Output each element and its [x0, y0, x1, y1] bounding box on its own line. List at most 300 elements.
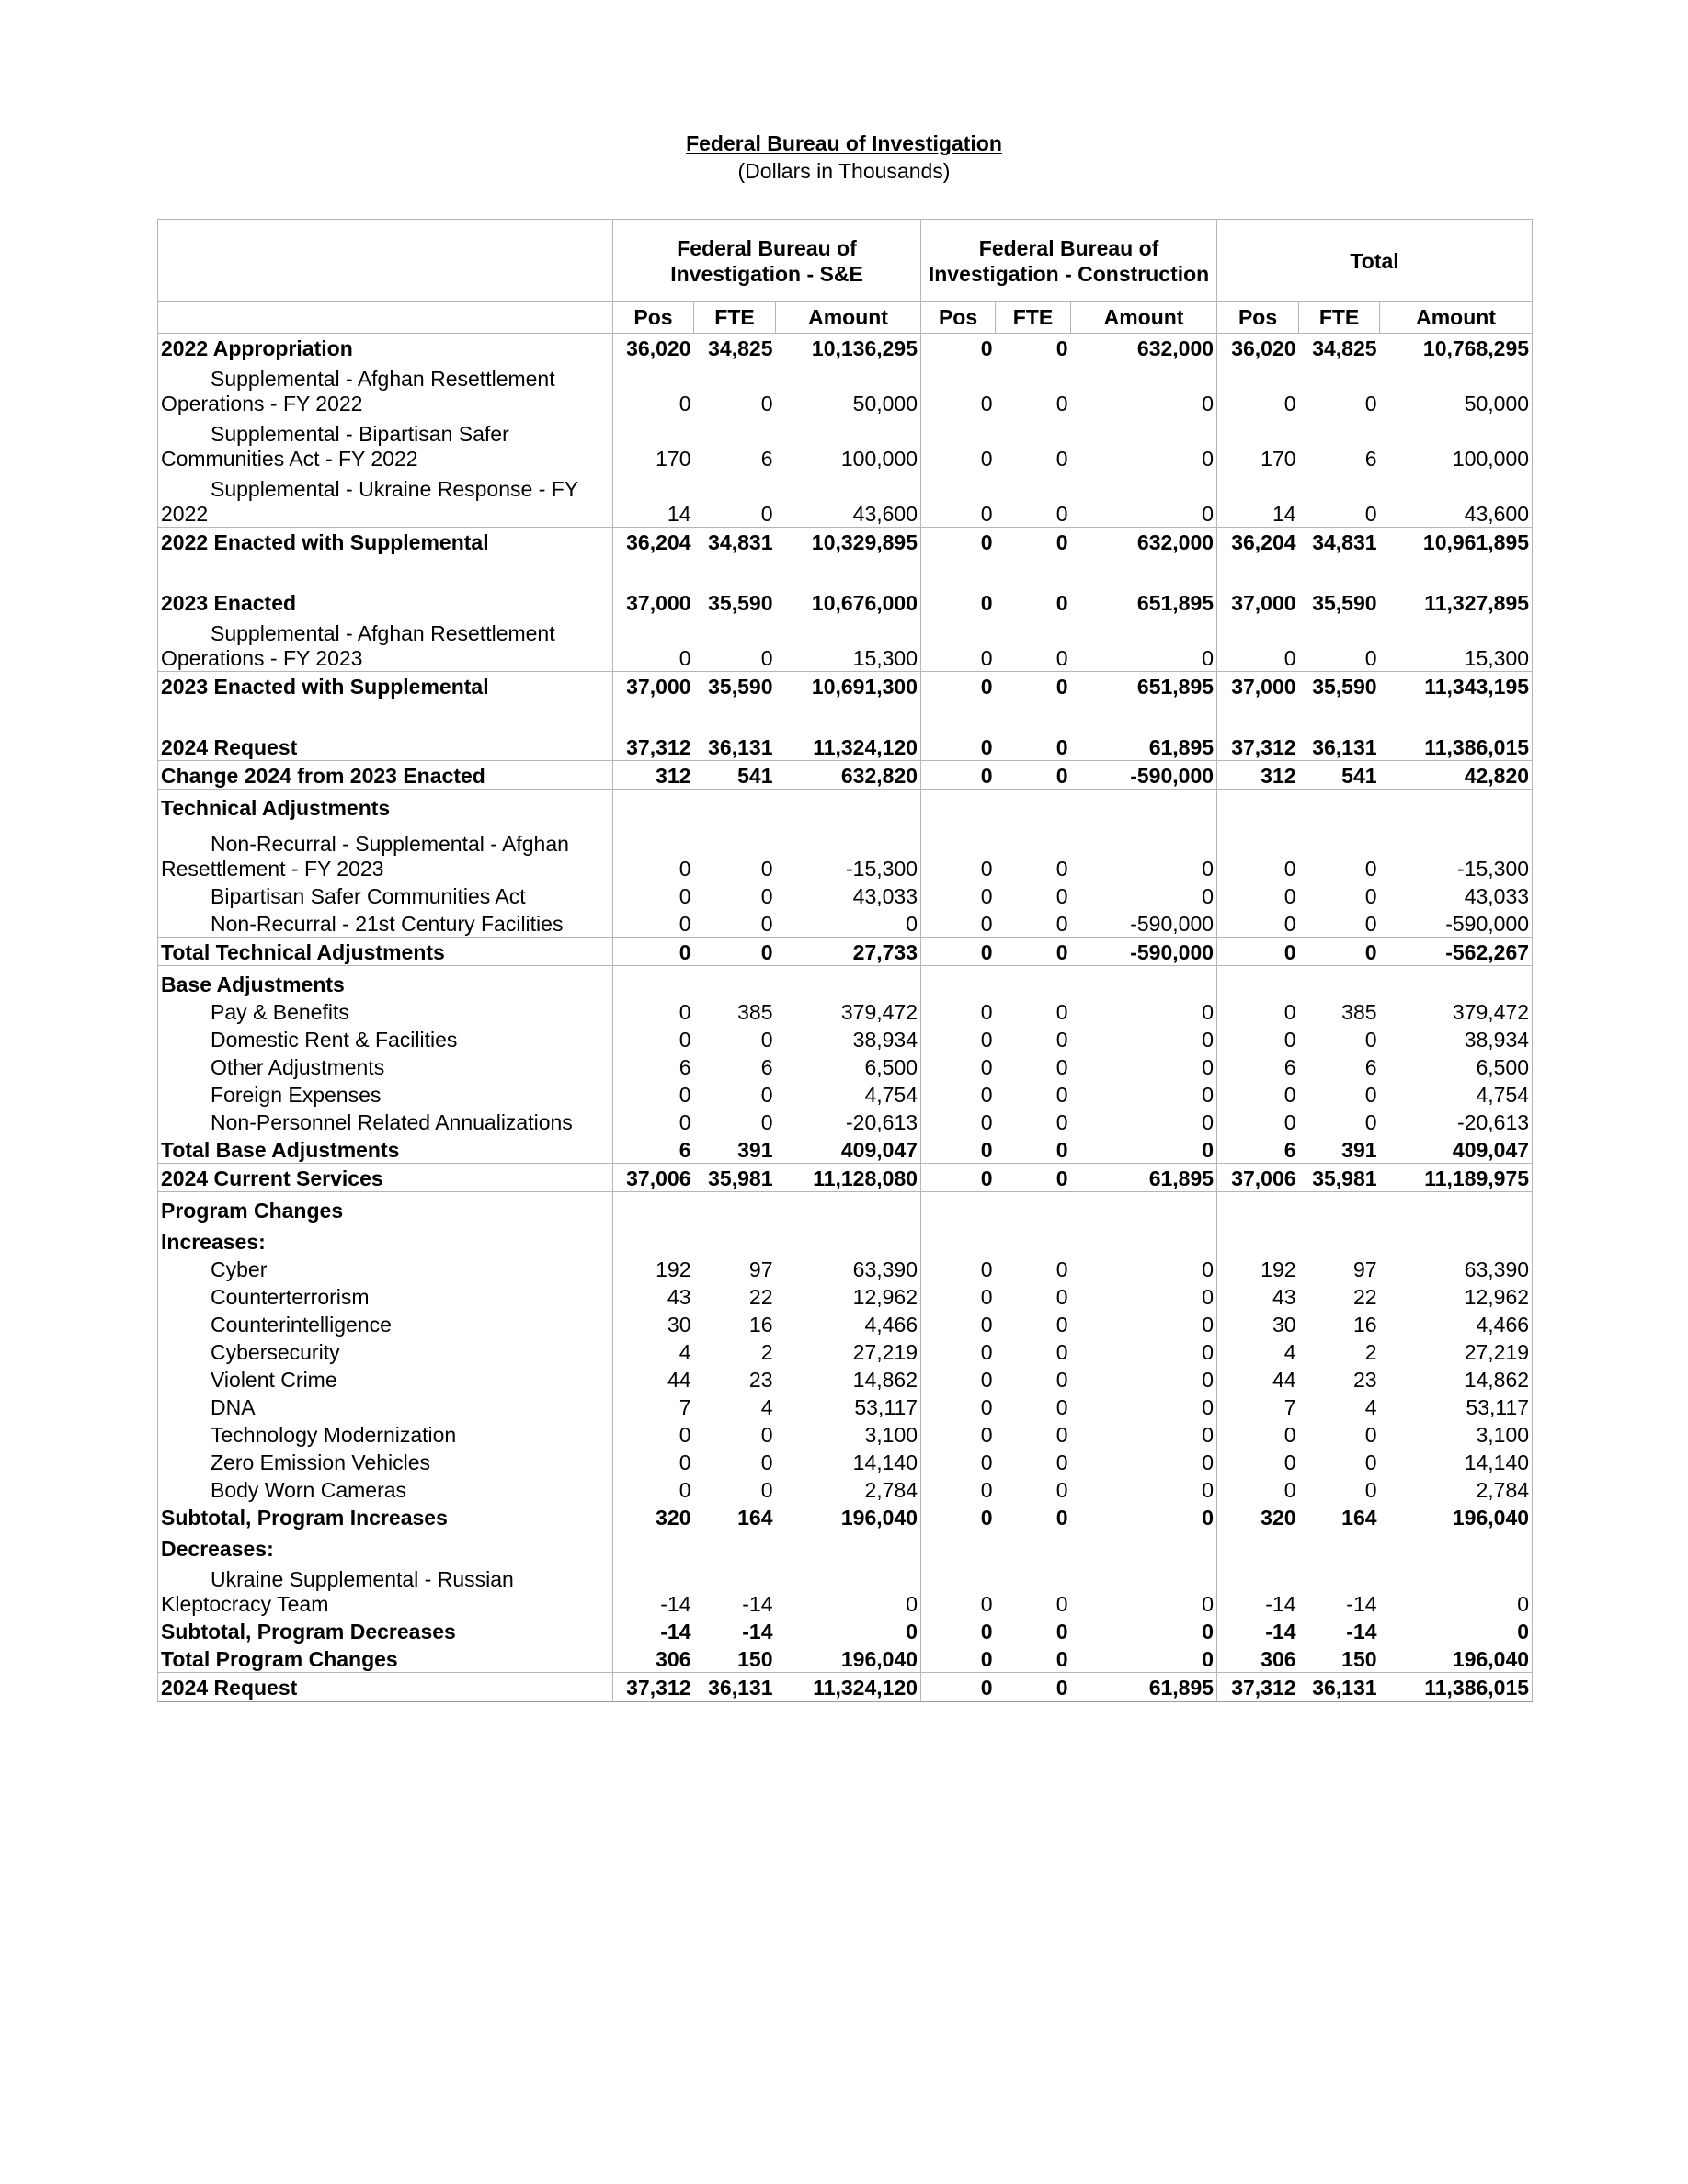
table-cell: 0	[1364, 646, 1377, 670]
table-cell: 541	[1299, 761, 1380, 790]
table-cell: 37,000	[626, 591, 691, 615]
table-cell	[1299, 966, 1380, 998]
table-cell: 14	[1272, 502, 1296, 526]
table-cell: 0	[760, 1110, 773, 1134]
table-cell: 35,590	[1299, 672, 1380, 700]
table-cell: 34,831	[1299, 528, 1380, 556]
table-cell	[921, 790, 996, 822]
table-cell: 35,981	[694, 1164, 776, 1192]
table-cell: 43	[667, 1285, 691, 1309]
table-cell: 16	[1352, 1313, 1377, 1337]
table-cell: 196,040	[1380, 1503, 1533, 1530]
table-cell: 651,895	[1071, 672, 1217, 700]
table-cell: 61,895	[1071, 700, 1217, 761]
table-cell: 0	[980, 1620, 993, 1644]
page-title: Federal Bureau of Investigation	[686, 131, 1002, 155]
table-cell: 0	[980, 1110, 993, 1134]
table-cell	[1380, 966, 1533, 998]
table-cell: 11,343,195	[1380, 672, 1533, 700]
table-cell: 53,117	[776, 1393, 921, 1420]
table-row	[158, 761, 1533, 790]
table-cell: 0	[1071, 1365, 1217, 1393]
table-cell: 0	[1071, 1420, 1217, 1448]
table-cell: 0	[980, 1450, 993, 1474]
table-cell: 36,131	[1299, 1673, 1380, 1702]
table-cell: 63,390	[1380, 1255, 1533, 1282]
table-cell: 0	[1071, 821, 1217, 882]
table-cell	[1299, 1192, 1380, 1224]
table-cell: 632,820	[776, 761, 921, 790]
table-cell: 0	[921, 1164, 996, 1192]
table-cell: 0	[1364, 392, 1377, 415]
table-cell: 0	[760, 1423, 773, 1447]
table-cell	[776, 1223, 921, 1255]
table-row	[158, 909, 1533, 938]
table-cell: 0	[980, 392, 993, 415]
table-cell: 391	[1341, 1138, 1377, 1162]
table-cell	[694, 790, 776, 822]
table-row	[158, 416, 1533, 472]
table-cell: 22	[1352, 1285, 1377, 1309]
table-cell: 2	[760, 1340, 773, 1364]
table-cell: 2,784	[1380, 1475, 1533, 1503]
section-heading: Base Adjustments	[158, 966, 613, 998]
table-cell: 11,128,080	[776, 1164, 921, 1192]
row-label: Subtotal, Program Decreases	[158, 1617, 613, 1644]
table-cell: 0	[1055, 735, 1068, 759]
table-cell: 12,962	[1380, 1282, 1533, 1310]
table-cell: 0	[1055, 1000, 1068, 1024]
row-label: Non-Personnel Related Annualizations	[158, 1108, 613, 1135]
table-cell: 4	[679, 1340, 691, 1364]
table-cell: 0	[1055, 502, 1068, 526]
table-cell: 0	[996, 1164, 1071, 1192]
table-cell: 0	[980, 1478, 993, 1502]
table-cell	[1299, 1223, 1380, 1255]
table-cell: 6,500	[1380, 1052, 1533, 1080]
group-header-total: Total	[1217, 220, 1533, 302]
table-cell: 0	[1055, 1592, 1068, 1616]
table-cell: 0	[996, 938, 1071, 966]
table-cell: 0	[1071, 361, 1217, 416]
table-cell: 0	[760, 1028, 773, 1052]
row-label: 2023 Enacted	[158, 555, 613, 616]
table-cell: 11,386,015	[1380, 1673, 1533, 1702]
table-cell: 0	[1071, 1080, 1217, 1108]
table-row	[158, 1475, 1533, 1503]
table-row	[158, 1164, 1533, 1192]
row-label: DNA	[158, 1393, 613, 1420]
table-cell: -15,300	[1380, 821, 1533, 882]
group-header-se: Federal Bureau of Investigation - S&E	[613, 220, 921, 302]
table-cell: 23	[748, 1368, 773, 1392]
table-cell	[694, 1192, 776, 1224]
table-cell: 0	[1071, 616, 1217, 672]
table-cell: 14,862	[776, 1365, 921, 1393]
table-cell: 0	[1071, 1282, 1217, 1310]
table-cell	[1217, 1530, 1299, 1562]
table-cell: 11,327,895	[1380, 555, 1533, 616]
table-cell: 312	[1217, 761, 1299, 790]
table-cell: 0	[980, 912, 993, 936]
table-cell: 0	[980, 1083, 993, 1107]
table-cell: 0	[980, 1340, 993, 1364]
table-cell: 23	[1352, 1368, 1377, 1392]
table-cell: 16	[748, 1313, 773, 1337]
table-cell	[996, 1530, 1071, 1562]
col-header-construction-pos: Pos	[921, 302, 996, 334]
table-cell: 0	[1364, 1083, 1377, 1107]
table-cell: 0	[980, 336, 993, 360]
table-cell: 35,590	[708, 591, 773, 615]
table-row	[158, 616, 1533, 672]
table-cell: 0	[1364, 502, 1377, 526]
table-cell: 12,962	[776, 1282, 921, 1310]
table-cell	[694, 1530, 776, 1562]
row-label: Bipartisan Safer Communities Act	[158, 882, 613, 909]
table-cell: 4	[1283, 1340, 1296, 1364]
table-cell: 43,600	[776, 472, 921, 528]
row-label: Change 2024 from 2023 Enacted	[158, 761, 613, 790]
table-cell: 0	[1364, 1478, 1377, 1502]
table-cell: -14	[742, 1620, 773, 1644]
table-cell: 0	[1380, 1562, 1533, 1617]
table-cell: 0	[980, 884, 993, 908]
table-cell: 3,100	[1380, 1420, 1533, 1448]
table-cell: 0	[980, 1257, 993, 1281]
table-row	[158, 1420, 1533, 1448]
table-cell: 196,040	[776, 1503, 921, 1530]
table-cell: 0	[679, 646, 691, 670]
table-cell: 0	[1055, 1368, 1068, 1392]
table-cell: 0	[760, 502, 773, 526]
table-cell	[694, 966, 776, 998]
section-heading-row	[158, 1223, 1533, 1255]
table-cell	[1217, 790, 1299, 822]
table-row	[158, 1503, 1533, 1530]
table-cell: 0	[1055, 1506, 1068, 1530]
table-cell: 36,020	[626, 336, 691, 360]
table-cell: 0	[1364, 1110, 1377, 1134]
table-cell: 196,040	[1380, 1644, 1533, 1673]
table-cell: 192	[656, 1257, 691, 1281]
col-header-total-amount: Amount	[1380, 302, 1533, 334]
table-cell: 14	[667, 502, 691, 526]
table-cell: 38,934	[1380, 1025, 1533, 1052]
table-row	[158, 361, 1533, 416]
table-cell: 0	[679, 392, 691, 415]
table-cell: 0	[1283, 1083, 1296, 1107]
table-cell: 36,204	[1217, 528, 1299, 556]
table-row	[158, 1337, 1533, 1365]
table-row	[158, 882, 1533, 909]
table-row	[158, 672, 1533, 700]
table-cell	[1071, 1530, 1217, 1562]
section-heading: Technical Adjustments	[158, 790, 613, 822]
table-cell: 0	[776, 1617, 921, 1644]
table-body	[158, 334, 1533, 1702]
table-cell: 43	[1272, 1285, 1296, 1309]
table-cell: 27,219	[1380, 1337, 1533, 1365]
table-cell: 22	[748, 1285, 773, 1309]
table-cell: 30	[1272, 1313, 1296, 1337]
table-cell: 0	[1283, 1450, 1296, 1474]
table-cell: 164	[1341, 1506, 1377, 1530]
table-cell: 35,590	[694, 672, 776, 700]
table-cell	[1380, 1223, 1533, 1255]
table-row	[158, 1673, 1533, 1702]
table-cell	[1380, 1192, 1533, 1224]
row-label: Total Program Changes	[158, 1644, 613, 1673]
table-cell	[921, 1223, 996, 1255]
table-cell: 97	[1352, 1257, 1377, 1281]
table-cell	[1299, 1530, 1380, 1562]
table-cell: -14	[660, 1620, 691, 1644]
table-row	[158, 1108, 1533, 1135]
table-cell: 0	[1055, 884, 1068, 908]
table-cell: 42,820	[1380, 761, 1533, 790]
table-cell: 632,000	[1071, 334, 1217, 362]
section-heading-row	[158, 1530, 1533, 1562]
table-cell: 34,825	[1312, 336, 1377, 360]
table-cell	[1217, 966, 1299, 998]
table-cell: 3,100	[776, 1420, 921, 1448]
table-cell: 0	[1380, 1617, 1533, 1644]
table-cell: 0	[980, 735, 993, 759]
table-cell: 6	[760, 1055, 773, 1079]
table-cell: 14,140	[776, 1448, 921, 1475]
table-row	[158, 1393, 1533, 1420]
table-cell	[996, 1192, 1071, 1224]
table-cell: 0	[996, 672, 1071, 700]
table-row	[158, 1562, 1533, 1617]
table-cell: 50,000	[1380, 361, 1533, 416]
table-cell: 10,136,295	[776, 334, 921, 362]
table-cell: 0	[760, 1478, 773, 1502]
table-row	[158, 700, 1533, 761]
table-cell: 6	[679, 1138, 691, 1162]
section-heading-row	[158, 790, 1533, 822]
table-cell: 0	[1071, 1135, 1217, 1164]
table-cell: 37,000	[613, 672, 694, 700]
table-cell: -590,000	[1071, 938, 1217, 966]
table-cell: 53,117	[1380, 1393, 1533, 1420]
table-cell: 14,862	[1380, 1365, 1533, 1393]
row-label: Domestic Rent & Facilities	[158, 1025, 613, 1052]
table-cell: 0	[980, 857, 993, 881]
table-cell	[613, 1223, 694, 1255]
table-cell: 0	[1364, 1423, 1377, 1447]
table-cell	[996, 790, 1071, 822]
table-cell: 43,033	[776, 882, 921, 909]
table-cell: 0	[1217, 938, 1299, 966]
table-cell: 0	[921, 672, 996, 700]
group-header-construction: Federal Bureau of Investigation - Construction	[921, 220, 1217, 302]
section-heading: Decreases:	[158, 1530, 613, 1562]
table-cell: -14	[660, 1592, 691, 1616]
table-cell: 37,312	[1231, 735, 1296, 759]
table-cell: -14	[1346, 1620, 1377, 1644]
table-cell: 0	[980, 1055, 993, 1079]
table-cell: 0	[1055, 1478, 1068, 1502]
table-cell: 6	[679, 1055, 691, 1079]
table-cell: 0	[980, 1592, 993, 1616]
table-cell: 0	[1283, 1028, 1296, 1052]
table-cell: 36,131	[694, 1673, 776, 1702]
table-cell: -590,000	[1071, 761, 1217, 790]
table-cell: 0	[1364, 857, 1377, 881]
row-label: 2023 Enacted with Supplemental	[158, 672, 613, 700]
table-row	[158, 1644, 1533, 1673]
table-cell: 50,000	[776, 361, 921, 416]
table-row	[158, 528, 1533, 556]
table-cell: 0	[1071, 1052, 1217, 1080]
table-cell: 7	[1283, 1395, 1296, 1419]
row-label: Other Adjustments	[158, 1052, 613, 1080]
table-cell	[776, 1192, 921, 1224]
table-cell: 0	[996, 761, 1071, 790]
row-label: Total Technical Adjustments	[158, 938, 613, 966]
row-label: Supplemental - Ukraine Response - FY 2022	[158, 472, 613, 528]
table-cell: 0	[980, 1647, 993, 1671]
table-cell: 11,324,120	[776, 1673, 921, 1702]
budget-table	[157, 219, 1533, 1702]
table-cell: 409,047	[1380, 1135, 1533, 1164]
table-row	[158, 555, 1533, 616]
table-cell: 6	[1364, 1055, 1377, 1079]
table-cell: 0	[996, 1673, 1071, 1702]
table-cell: 37,312	[1217, 1673, 1299, 1702]
table-cell: 0	[1283, 392, 1296, 415]
table-cell: 0	[1055, 857, 1068, 881]
row-label: Subtotal, Program Increases	[158, 1503, 613, 1530]
table-row	[158, 1255, 1533, 1282]
table-cell: 37,000	[1231, 591, 1296, 615]
table-cell: 6	[760, 447, 773, 471]
table-cell	[613, 966, 694, 998]
col-header-total-fte: FTE	[1299, 302, 1380, 334]
table-cell: 541	[694, 761, 776, 790]
table-cell: -20,613	[1380, 1108, 1533, 1135]
table-cell: 43,033	[1380, 882, 1533, 909]
row-label: Counterintelligence	[158, 1310, 613, 1337]
table-cell: 0	[1071, 1448, 1217, 1475]
table-cell: 306	[656, 1647, 691, 1671]
table-cell: 0	[679, 857, 691, 881]
table-cell: 0	[1283, 884, 1296, 908]
table-cell: 15,300	[776, 616, 921, 672]
table-cell: 30	[667, 1313, 691, 1337]
table-cell: 0	[1055, 1450, 1068, 1474]
table-cell: 36,204	[613, 528, 694, 556]
row-label: Counterterrorism	[158, 1282, 613, 1310]
col-header-total-pos: Pos	[1217, 302, 1299, 334]
table-cell: 10,676,000	[776, 555, 921, 616]
section-heading: Program Changes	[158, 1192, 613, 1224]
row-label: Violent Crime	[158, 1365, 613, 1393]
table-cell: 0	[1055, 392, 1068, 415]
table-cell	[1380, 790, 1533, 822]
table-cell: 0	[1071, 1617, 1217, 1644]
table-cell: 7	[679, 1395, 691, 1419]
table-cell: 37,006	[613, 1164, 694, 1192]
row-label: 2024 Request	[158, 700, 613, 761]
table-cell: -14	[1346, 1592, 1377, 1616]
table-cell	[613, 1192, 694, 1224]
table-cell: 0	[1071, 882, 1217, 909]
table-cell: 14,140	[1380, 1448, 1533, 1475]
table-cell: 0	[1299, 938, 1380, 966]
table-cell: 0	[1055, 646, 1068, 670]
table-cell: 0	[1055, 447, 1068, 471]
table-cell	[776, 790, 921, 822]
table-row	[158, 472, 1533, 528]
table-cell: 0	[980, 1313, 993, 1337]
table-cell: 0	[980, 1138, 993, 1162]
table-cell: 4	[1364, 1395, 1377, 1419]
section-heading-row	[158, 966, 1533, 998]
table-cell: 4,466	[776, 1310, 921, 1337]
table-row	[158, 997, 1533, 1025]
table-cell: 0	[679, 884, 691, 908]
table-cell: 0	[760, 912, 773, 936]
table-cell: 0	[921, 1673, 996, 1702]
table-cell: 44	[1272, 1368, 1296, 1392]
table-cell: 0	[1055, 1257, 1068, 1281]
table-cell: 320	[656, 1506, 691, 1530]
table-cell: 0	[1055, 1647, 1068, 1671]
row-label: Body Worn Cameras	[158, 1475, 613, 1503]
col-header-construction-amount: Amount	[1071, 302, 1217, 334]
table-cell: 0	[1055, 1028, 1068, 1052]
table-cell: 0	[1055, 1110, 1068, 1134]
table-cell: 0	[1055, 1138, 1068, 1162]
table-cell: 0	[679, 1083, 691, 1107]
table-cell: 0	[760, 1450, 773, 1474]
table-cell: 0	[613, 938, 694, 966]
table-cell: 0	[760, 392, 773, 415]
table-cell: 0	[1055, 1340, 1068, 1364]
table-row	[158, 334, 1533, 362]
table-cell: 0	[1055, 336, 1068, 360]
table-cell: 4	[760, 1395, 773, 1419]
table-cell: 44	[667, 1368, 691, 1392]
table-cell: 0	[679, 1450, 691, 1474]
table-cell: 0	[921, 528, 996, 556]
table-row	[158, 1052, 1533, 1080]
table-cell: -15,300	[776, 821, 921, 882]
table-row	[158, 821, 1533, 882]
table-cell: 0	[1055, 1395, 1068, 1419]
table-cell	[996, 1223, 1071, 1255]
section-heading-row	[158, 1192, 1533, 1224]
table-cell: 0	[980, 1423, 993, 1447]
table-cell: 0	[1071, 1503, 1217, 1530]
table-cell: 0	[1283, 646, 1296, 670]
table-cell	[1071, 1223, 1217, 1255]
table-row	[158, 938, 1533, 966]
table-cell: 10,329,895	[776, 528, 921, 556]
table-cell: 0	[921, 761, 996, 790]
table-cell: 11,324,120	[776, 700, 921, 761]
col-header-construction-fte: FTE	[996, 302, 1071, 334]
table-cell: 312	[613, 761, 694, 790]
table-cell: 0	[776, 1562, 921, 1617]
table-cell: 0	[1283, 912, 1296, 936]
row-label: Supplemental - Bipartisan Safer Communities Act - FY 2022	[158, 416, 613, 472]
table-cell: 6,500	[776, 1052, 921, 1080]
table-cell	[921, 966, 996, 998]
